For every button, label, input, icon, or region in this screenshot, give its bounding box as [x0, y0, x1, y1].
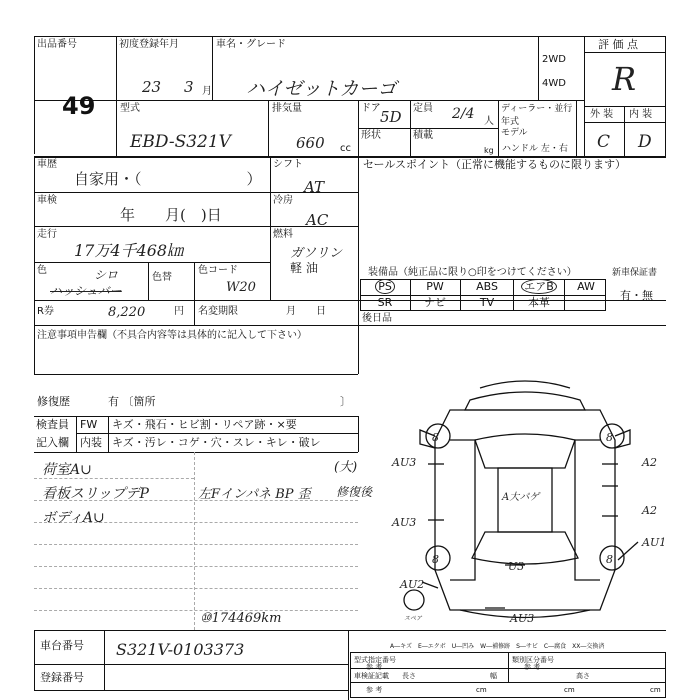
- mark-roof: A大パゲ: [502, 492, 540, 503]
- yen-unit: 円: [174, 306, 184, 317]
- rule: [34, 374, 358, 375]
- equip-aw: AW: [577, 280, 595, 293]
- model-label: 型式: [120, 103, 140, 114]
- mark-right-rear: AU1: [642, 536, 667, 549]
- rule: [270, 156, 271, 300]
- color-code-label: 色コード: [198, 265, 238, 276]
- inspector-label: 検査員: [36, 418, 69, 431]
- length-unit: cm: [476, 686, 487, 694]
- chassis-value: S321V-0103373: [116, 640, 245, 659]
- shape-label: 形状: [361, 130, 381, 141]
- equip-abs: ABS: [476, 280, 498, 293]
- equip-ps: [362, 280, 408, 294]
- later-items-label: 後日品: [362, 313, 392, 324]
- rule: [584, 106, 666, 107]
- mark-right-mid: A2: [642, 504, 657, 517]
- mark-left-mid: AU3: [392, 516, 417, 529]
- inspection-value: 年 月( )日: [120, 206, 222, 224]
- rule: [350, 682, 666, 683]
- mark-left-rear: AU2: [400, 578, 425, 591]
- rule: [358, 128, 498, 129]
- inspector-note-3: ボディA∪: [42, 510, 105, 526]
- reg-month: 3: [184, 78, 194, 96]
- kg-unit: kg: [484, 146, 494, 155]
- damage-legend: A―キズ E―エクボ U―凹み W―補修跡 S―サビ C―腐食 XX―交換済: [390, 643, 605, 650]
- rule: [34, 588, 358, 589]
- inspector-interior: 内装: [80, 436, 102, 449]
- color-change-label: 色替: [152, 272, 172, 283]
- inspection-cert-label: 車検証記載: [354, 672, 389, 680]
- inspector-note-2: 看板スリップデP: [42, 486, 149, 502]
- inspector-fw: FW: [80, 418, 98, 431]
- rule: [34, 36, 666, 37]
- mark-tire-fr: 8: [606, 431, 613, 444]
- odometer-note: ⑩174469km: [200, 611, 282, 626]
- interior-label: 内 装: [629, 109, 653, 120]
- mark-tire-fl: 8: [432, 431, 439, 444]
- capacity-value: 2/4: [452, 106, 475, 122]
- rule: [34, 452, 358, 453]
- rule: [34, 630, 666, 631]
- drive-4wd: 4WD: [542, 78, 566, 89]
- class-cert-ref: 参 考: [524, 663, 541, 671]
- reg-year: 23: [142, 78, 162, 96]
- rule: [76, 433, 358, 434]
- rule: [584, 52, 666, 53]
- color-code-value: W20: [226, 280, 256, 295]
- rule: [108, 416, 109, 452]
- inspector-mid-note: 左Fインパネ BP 歪: [198, 487, 311, 502]
- mark-tire-rl: 8: [432, 553, 439, 566]
- rule: [104, 630, 105, 690]
- door-value: 5D: [380, 108, 402, 126]
- rule: [584, 122, 666, 123]
- recycle-label: R券: [37, 306, 54, 317]
- entry-label: 記入欄: [36, 436, 69, 449]
- model-value: EBD-S321V: [130, 132, 231, 152]
- capacity-label: 定員: [413, 103, 433, 114]
- rule: [116, 36, 117, 156]
- length-label: 長さ: [402, 672, 416, 680]
- inspector-right-note-2: 修復後: [336, 485, 373, 499]
- rule: [194, 262, 195, 325]
- car-name-label: 車名・グレード: [216, 39, 286, 50]
- equip-navi: ナビ: [424, 296, 446, 309]
- dealer-label: ディーラー・並行: [501, 104, 573, 114]
- class-cert-label: 類別区分番号: [512, 656, 554, 664]
- rule: [584, 36, 585, 156]
- ac-label: 冷房: [273, 195, 293, 206]
- inspection-label: 車検: [37, 195, 57, 206]
- equip-airbag-label: エアB: [521, 279, 557, 294]
- reg-month-unit: 月: [202, 86, 212, 97]
- score-value: R: [612, 60, 637, 98]
- chassis-label: 車台番号: [40, 639, 84, 652]
- color-crossed: ハッシュバー: [50, 284, 122, 298]
- recycle-value: 8,220: [108, 305, 146, 320]
- height-unit: cm: [650, 686, 661, 694]
- load-label: 積載: [413, 130, 433, 141]
- inspector-fw-items: キズ・飛石・ヒビ割・リペア跡・×要: [112, 418, 297, 431]
- equip-airbag: [514, 280, 564, 294]
- displacement-value: 660: [296, 134, 325, 152]
- rule: [358, 156, 359, 374]
- rule: [194, 452, 195, 630]
- fuel-gasoline: ガソリン: [290, 246, 343, 261]
- inspector-right-note: (大): [334, 460, 358, 475]
- rule: [212, 36, 213, 100]
- rule: [34, 416, 358, 417]
- rule: [538, 36, 539, 100]
- exterior-grade: C: [597, 132, 611, 152]
- damage-marks: [391, 431, 666, 625]
- rule: [34, 36, 35, 154]
- rule: [34, 690, 348, 691]
- name-change-label: 名変期限: [198, 306, 238, 317]
- rule: [34, 262, 270, 263]
- mileage-label: 走行: [37, 229, 57, 240]
- cc-unit: cc: [340, 143, 351, 154]
- mileage-value: 17万4千468㎞: [74, 241, 184, 260]
- rule: [624, 106, 625, 156]
- height-label: 高さ: [576, 672, 590, 680]
- width-unit: cm: [564, 686, 575, 694]
- fuel-diesel: 軽 油: [290, 261, 318, 275]
- notes-label: 注意事項申告欄（不具合内容等は具体的に記入して下さい）: [37, 330, 307, 341]
- rule: [148, 262, 149, 300]
- repair-history-label: 修復歴: [37, 395, 70, 408]
- mark-right-front: A2: [642, 456, 657, 469]
- repair-history-close: 〕: [340, 395, 351, 408]
- equip-pw: PW: [426, 280, 444, 293]
- equip-sr: SR: [377, 296, 393, 309]
- shift-value: AT: [304, 178, 325, 196]
- color-value: シロ: [94, 268, 119, 282]
- spare-label: スペア: [404, 615, 423, 622]
- ac-value: AC: [306, 211, 329, 229]
- rule: [34, 630, 35, 690]
- lot-number: 49: [62, 92, 96, 120]
- rule: [268, 100, 269, 156]
- name-change-value: 月 日: [286, 306, 326, 317]
- history-value: 自家用・（ ）: [74, 170, 262, 188]
- rule: [460, 279, 461, 311]
- rule: [34, 156, 35, 374]
- registration-label: 登録番号: [40, 671, 84, 684]
- displacement-label: 排気量: [272, 103, 302, 114]
- lot-label: 出品番号: [37, 39, 77, 50]
- type-cert-ref: 参 考: [366, 663, 383, 671]
- reg-date-label: 初度登録年月: [119, 39, 179, 50]
- year-label: 年式: [501, 117, 520, 127]
- rule: [34, 544, 358, 545]
- rule: [498, 100, 499, 156]
- drive-2wd: 2WD: [542, 54, 566, 65]
- equipment-label: 装備品（純正品に限り○印をつけてください）: [368, 267, 577, 278]
- rule: [508, 652, 509, 682]
- rule: [34, 566, 358, 567]
- equip-ps-label: PS: [375, 279, 395, 294]
- score-label: 評 価 点: [598, 38, 638, 51]
- rule: [34, 610, 358, 611]
- warranty-label: 新車保証書: [612, 268, 658, 278]
- model-year-label: モデル: [501, 128, 528, 138]
- rule: [564, 279, 565, 311]
- inspector-note-1: 荷室A∪: [42, 462, 92, 478]
- mark-left-front: AU3: [392, 456, 417, 469]
- handle-label: ハンドル 左・右: [502, 144, 568, 154]
- inspection-cert-ref: 参 考: [366, 686, 383, 694]
- rule: [410, 279, 411, 311]
- rule: [348, 630, 349, 700]
- mark-rear-bumper: AU3: [510, 612, 535, 625]
- rule: [34, 664, 348, 665]
- history-label: 車歴: [37, 159, 57, 170]
- repair-history-value: 有 〔箇所: [108, 395, 156, 408]
- door-label: ドア: [361, 103, 381, 114]
- shift-label: シフト: [273, 159, 303, 170]
- capacity-unit: 人: [484, 116, 494, 127]
- mark-tire-rr: 8: [606, 553, 613, 566]
- fuel-label: 燃料: [273, 229, 293, 240]
- width-label: 幅: [490, 672, 497, 680]
- car-diagram: [380, 370, 670, 632]
- car-name-value: ハイゼットカーゴ: [246, 78, 397, 100]
- interior-grade: D: [638, 132, 652, 152]
- equip-tv: TV: [479, 296, 495, 309]
- warranty-value: 有・無: [620, 289, 653, 302]
- rule: [665, 36, 666, 156]
- rule: [34, 325, 666, 326]
- sales-point-label: セールスポイント（正常に機能するものに限ります）: [363, 158, 627, 171]
- rule: [576, 100, 577, 156]
- rule: [358, 416, 359, 452]
- type-cert-label: 型式指定番号: [354, 656, 396, 664]
- color-label: 色: [37, 265, 47, 276]
- inspector-interior-items: キズ・汚レ・コゲ・穴・スレ・キレ・破レ: [112, 436, 321, 449]
- rule: [76, 416, 77, 452]
- mark-rear-glass: U3: [508, 560, 525, 573]
- exterior-label: 外 装: [590, 109, 614, 120]
- equip-leather: 本革: [528, 296, 550, 309]
- rule: [34, 192, 270, 193]
